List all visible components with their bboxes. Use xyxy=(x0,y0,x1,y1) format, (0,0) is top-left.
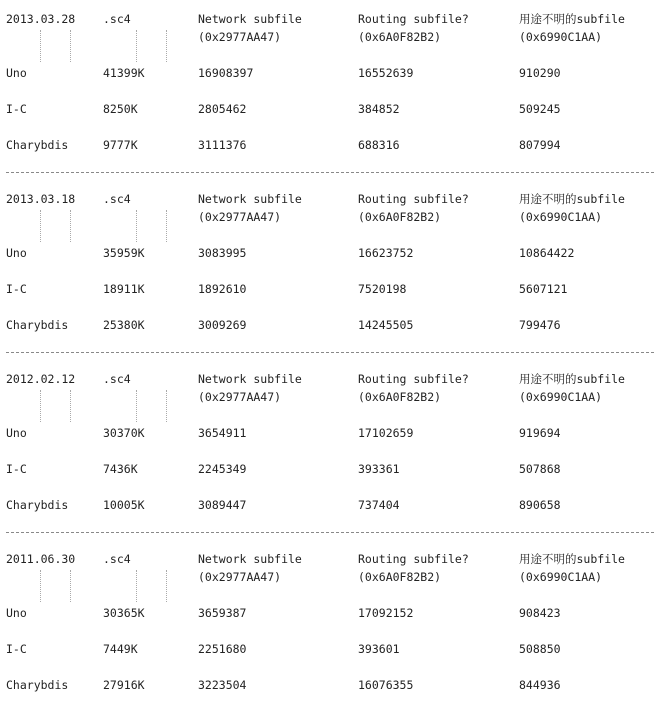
block-date: 2012.02.12 xyxy=(6,372,76,386)
network-subfile-id: (0x2977AA47) xyxy=(198,30,282,44)
network-subfile-id: (0x2977AA47) xyxy=(198,570,282,584)
row-routing-value: 17092152 xyxy=(358,606,414,620)
row-network-value: 16908397 xyxy=(198,66,254,80)
dotted-guide xyxy=(136,30,137,62)
row-routing-value: 16552639 xyxy=(358,66,414,80)
comparison-block xyxy=(0,0,660,180)
row-name: Uno xyxy=(6,426,27,440)
row-size: 27916K xyxy=(103,678,145,692)
unknown-subfile-id: (0x6990C1AA) xyxy=(519,390,603,404)
row-size: 7436K xyxy=(103,462,138,476)
row-network-value: 3654911 xyxy=(198,426,247,440)
dotted-guide xyxy=(136,210,137,242)
unknown-subfile-id: (0x6990C1AA) xyxy=(519,30,603,44)
row-unknown-value: 910290 xyxy=(519,66,561,80)
network-subfile-header: Network subfile xyxy=(198,552,302,566)
row-routing-value: 384852 xyxy=(358,102,400,116)
row-name: Uno xyxy=(6,606,27,620)
row-size: 10005K xyxy=(103,498,145,512)
row-name: Uno xyxy=(6,66,27,80)
block-extension: .sc4 xyxy=(103,12,131,26)
row-network-value: 3009269 xyxy=(198,318,247,332)
dotted-guide xyxy=(136,570,137,602)
row-routing-value: 16623752 xyxy=(358,246,414,260)
routing-subfile-id: (0x6A0F82B2) xyxy=(358,390,442,404)
row-name: Charybdis xyxy=(6,498,69,512)
row-routing-value: 16076355 xyxy=(358,678,414,692)
row-size: 41399K xyxy=(103,66,145,80)
comparison-block xyxy=(0,180,660,360)
row-unknown-value: 508850 xyxy=(519,642,561,656)
unknown-subfile-header: 用途不明的subfile xyxy=(519,372,625,386)
row-name: I-C xyxy=(6,642,27,656)
row-network-value: 3659387 xyxy=(198,606,247,620)
network-subfile-header: Network subfile xyxy=(198,192,302,206)
dotted-guide xyxy=(166,390,167,422)
row-network-value: 3111376 xyxy=(198,138,247,152)
row-network-value: 1892610 xyxy=(198,282,247,296)
row-network-value: 2245349 xyxy=(198,462,247,476)
dotted-guide xyxy=(166,30,167,62)
row-unknown-value: 507868 xyxy=(519,462,561,476)
row-unknown-value: 890658 xyxy=(519,498,561,512)
row-unknown-value: 799476 xyxy=(519,318,561,332)
unknown-subfile-id: (0x6990C1AA) xyxy=(519,570,603,584)
dotted-guide xyxy=(40,30,41,62)
row-size: 9777K xyxy=(103,138,138,152)
unknown-subfile-header: 用途不明的subfile xyxy=(519,12,625,26)
routing-subfile-id: (0x6A0F82B2) xyxy=(358,570,442,584)
row-unknown-value: 509245 xyxy=(519,102,561,116)
dotted-guide xyxy=(40,570,41,602)
dashed-separator xyxy=(6,532,654,533)
row-routing-value: 14245505 xyxy=(358,318,414,332)
block-date: 2011.06.30 xyxy=(6,552,76,566)
row-routing-value: 393361 xyxy=(358,462,400,476)
row-routing-value: 17102659 xyxy=(358,426,414,440)
row-name: Charybdis xyxy=(6,318,69,332)
block-extension: .sc4 xyxy=(103,372,131,386)
unknown-subfile-header: 用途不明的subfile xyxy=(519,192,625,206)
dashed-separator xyxy=(6,172,654,173)
dotted-guide xyxy=(40,210,41,242)
row-unknown-value: 807994 xyxy=(519,138,561,152)
block-extension: .sc4 xyxy=(103,552,131,566)
unknown-subfile-header: 用途不明的subfile xyxy=(519,552,625,566)
routing-subfile-header: Routing subfile? xyxy=(358,192,469,206)
unknown-subfile-id: (0x6990C1AA) xyxy=(519,210,603,224)
dotted-guide xyxy=(166,210,167,242)
dotted-guide xyxy=(40,390,41,422)
row-size: 30370K xyxy=(103,426,145,440)
dashed-separator xyxy=(6,352,654,353)
row-size: 30365K xyxy=(103,606,145,620)
row-routing-value: 737404 xyxy=(358,498,400,512)
row-routing-value: 393601 xyxy=(358,642,400,656)
row-name: Charybdis xyxy=(6,138,69,152)
row-routing-value: 688316 xyxy=(358,138,400,152)
comparison-block xyxy=(0,540,660,720)
dotted-guide xyxy=(70,390,71,422)
row-routing-value: 7520198 xyxy=(358,282,407,296)
row-name: I-C xyxy=(6,462,27,476)
comparison-block xyxy=(0,360,660,540)
dotted-guide xyxy=(70,570,71,602)
row-name: Uno xyxy=(6,246,27,260)
row-size: 25380K xyxy=(103,318,145,332)
routing-subfile-header: Routing subfile? xyxy=(358,12,469,26)
row-size: 35959K xyxy=(103,246,145,260)
block-date: 2013.03.28 xyxy=(6,12,76,26)
network-subfile-id: (0x2977AA47) xyxy=(198,210,282,224)
block-date: 2013.03.18 xyxy=(6,192,76,206)
block-extension: .sc4 xyxy=(103,192,131,206)
row-unknown-value: 10864422 xyxy=(519,246,575,260)
row-unknown-value: 844936 xyxy=(519,678,561,692)
row-name: I-C xyxy=(6,282,27,296)
row-unknown-value: 908423 xyxy=(519,606,561,620)
row-unknown-value: 919694 xyxy=(519,426,561,440)
row-size: 7449K xyxy=(103,642,138,656)
row-network-value: 3089447 xyxy=(198,498,247,512)
row-network-value: 3083995 xyxy=(198,246,247,260)
routing-subfile-id: (0x6A0F82B2) xyxy=(358,210,442,224)
routing-subfile-header: Routing subfile? xyxy=(358,552,469,566)
row-network-value: 2251680 xyxy=(198,642,247,656)
row-size: 18911K xyxy=(103,282,145,296)
row-name: Charybdis xyxy=(6,678,69,692)
network-subfile-id: (0x2977AA47) xyxy=(198,390,282,404)
routing-subfile-header: Routing subfile? xyxy=(358,372,469,386)
network-subfile-header: Network subfile xyxy=(198,12,302,26)
dotted-guide xyxy=(166,570,167,602)
row-network-value: 2805462 xyxy=(198,102,247,116)
dotted-guide xyxy=(70,30,71,62)
network-subfile-header: Network subfile xyxy=(198,372,302,386)
routing-subfile-id: (0x6A0F82B2) xyxy=(358,30,442,44)
dotted-guide xyxy=(70,210,71,242)
dotted-guide xyxy=(136,390,137,422)
row-size: 8250K xyxy=(103,102,138,116)
row-network-value: 3223504 xyxy=(198,678,247,692)
row-name: I-C xyxy=(6,102,27,116)
row-unknown-value: 5607121 xyxy=(519,282,568,296)
